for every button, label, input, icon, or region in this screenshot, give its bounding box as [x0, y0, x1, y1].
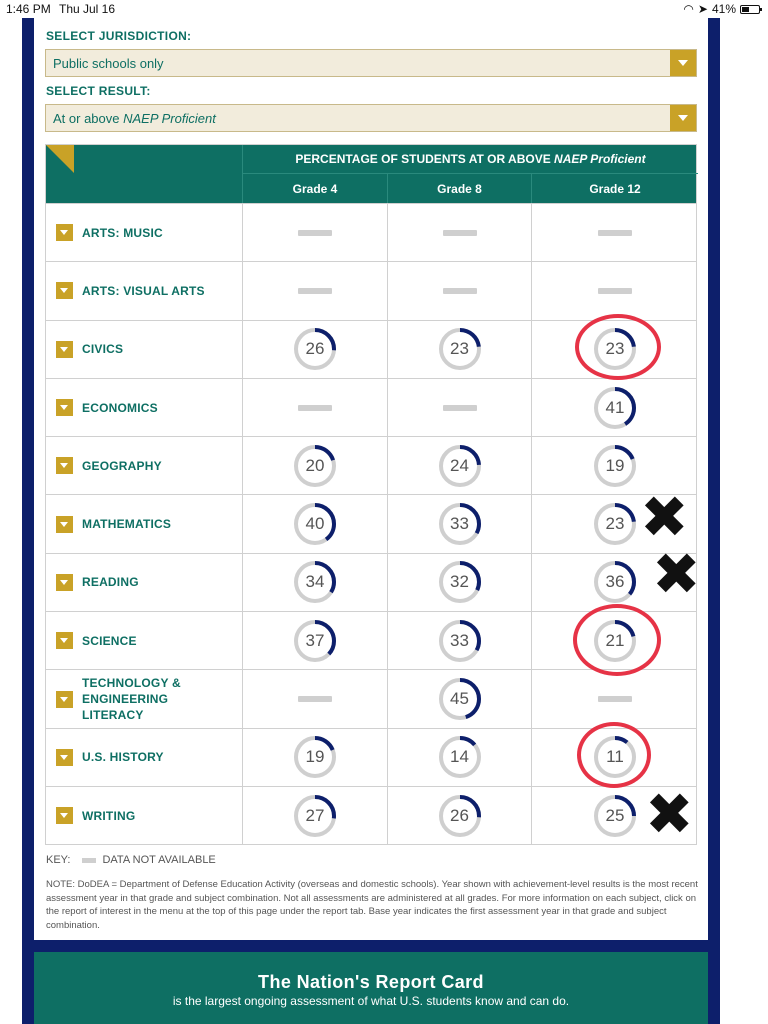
expand-triangle-icon[interactable] [56, 749, 73, 766]
percentage-value: 21 [605, 630, 625, 650]
battery-percent: 41% [711, 2, 736, 16]
expand-triangle-icon[interactable] [56, 282, 73, 299]
percentage-value: 19 [605, 455, 625, 475]
percentage-donut [591, 792, 639, 840]
subject-name: ECONOMICS [82, 400, 158, 415]
chevron-down-icon[interactable] [670, 105, 696, 131]
table-row [46, 494, 696, 552]
percentage-donut [291, 442, 339, 490]
key-label: KEY: [46, 854, 71, 866]
no-data-dash [298, 405, 332, 411]
jurisdiction-label: SELECT JURISDICTION: [46, 29, 192, 43]
subject-toggle[interactable] [56, 787, 135, 844]
value-cell [242, 262, 387, 319]
subject-name: SCIENCE [82, 633, 137, 648]
footer-subtitle: is the largest ongoing assessment of what U.S. students know and can do. [172, 994, 570, 1008]
percentage-donut [591, 384, 639, 432]
red-circle-annotation [573, 604, 661, 676]
table-row [46, 669, 696, 727]
subject-name: GEOGRAPHY [82, 458, 162, 473]
subject-name: ARTS: MUSIC [82, 225, 163, 240]
table-header-top [46, 145, 696, 173]
key-legend [46, 854, 216, 866]
no-data-dash [598, 696, 632, 702]
subject-name: TECHNOLOGY & ENGINEERING LITERACY [82, 676, 181, 723]
no-data-dash [598, 230, 632, 236]
value-cell [531, 262, 698, 319]
battery-icon [740, 5, 760, 14]
grade-header: Grade 8 [387, 173, 531, 203]
no-data-swatch [82, 858, 96, 863]
expand-triangle-icon[interactable] [56, 457, 73, 474]
subject-toggle[interactable] [56, 321, 123, 378]
expand-triangle-icon[interactable] [56, 516, 73, 533]
value-cell [387, 729, 531, 786]
subject-name: U.S. HISTORY [82, 750, 164, 765]
percentage-value: 40 [305, 514, 325, 534]
red-circle-annotation [575, 314, 661, 380]
status-date: Thu Jul 16 [59, 2, 116, 16]
expand-triangle-icon[interactable] [56, 399, 73, 416]
subject-toggle[interactable] [56, 729, 164, 786]
percentage-value: 23 [605, 339, 625, 359]
subject-name: ARTS: VISUAL ARTS [82, 283, 205, 298]
table-row [46, 261, 696, 319]
subject-toggle[interactable] [56, 204, 163, 261]
location-icon: ➤ [697, 2, 708, 16]
red-circle-annotation [577, 722, 651, 788]
table-title-prefix: PERCENTAGE OF STUDENTS AT OR ABOVE [295, 152, 555, 166]
percentage-value: 36 [605, 572, 625, 592]
expand-triangle-icon[interactable] [56, 807, 73, 824]
percentage-donut [436, 792, 484, 840]
jurisdiction-select[interactable] [45, 49, 697, 77]
no-data-dash [298, 230, 332, 236]
no-data-dash [598, 288, 632, 294]
percentage-value: 19 [305, 747, 325, 767]
table-title-em: NAEP Proficient [554, 152, 646, 166]
table-row [46, 553, 696, 611]
percentage-donut [436, 558, 484, 606]
x-mark-annotation: ✖ [645, 780, 694, 848]
subject-toggle[interactable] [56, 437, 162, 494]
value-cell [387, 437, 531, 494]
subject-toggle[interactable] [56, 379, 158, 436]
value-cell [242, 554, 387, 611]
x-mark-annotation: ✖ [640, 483, 689, 551]
percentage-value: 27 [305, 805, 325, 825]
value-cell [531, 379, 698, 436]
percentage-value: 14 [450, 747, 469, 767]
percentage-donut [291, 792, 339, 840]
percentage-value: 20 [305, 455, 325, 475]
value-cell [531, 204, 698, 261]
expand-triangle-icon[interactable] [56, 224, 73, 241]
value-cell [387, 204, 531, 261]
no-data-dash [443, 230, 477, 236]
no-data-dash [443, 288, 477, 294]
subject-name: CIVICS [82, 342, 124, 357]
percentage-value: 34 [305, 572, 325, 592]
footer-title: The Nation's Report Card [258, 972, 484, 992]
subject-toggle[interactable] [56, 262, 205, 319]
percentage-donut [436, 617, 484, 665]
expand-triangle-icon[interactable] [56, 341, 73, 358]
value-cell [242, 437, 387, 494]
value-cell [387, 554, 531, 611]
jurisdiction-value: Public schools only [53, 56, 164, 71]
value-cell [387, 612, 531, 669]
percentage-value: 33 [450, 514, 469, 534]
value-cell [387, 379, 531, 436]
subject-name: WRITING [82, 808, 136, 823]
subject-toggle[interactable] [56, 670, 232, 727]
percentage-value: 26 [450, 805, 469, 825]
table-row [46, 203, 696, 261]
table-header-grades [46, 173, 696, 203]
percentage-donut [291, 500, 339, 548]
percentage-donut [436, 500, 484, 548]
percentage-value: 23 [450, 339, 469, 359]
percentage-value: 41 [605, 397, 625, 417]
subject-toggle[interactable] [56, 554, 139, 611]
value-cell [387, 787, 531, 844]
table-row [46, 780, 696, 848]
percentage-donut [291, 617, 339, 665]
percentage-value: 45 [450, 689, 469, 709]
percentage-donut [436, 733, 484, 781]
percentage-donut [291, 558, 339, 606]
result-select[interactable] [45, 104, 697, 132]
percentage-value: 32 [450, 572, 469, 592]
wifi-icon: ◠ [683, 2, 694, 16]
grade-header: Grade 12 [531, 173, 698, 203]
status-time: 1:46 PM [6, 2, 51, 16]
percentage-donut [591, 500, 639, 548]
status-bar [0, 0, 768, 18]
value-cell [242, 729, 387, 786]
page-frame-left [22, 18, 34, 1024]
no-data-dash [443, 405, 477, 411]
value-cell [531, 670, 698, 727]
subject-name: MATHEMATICS [82, 517, 172, 532]
footnote: NOTE: DoDEA = Department of Defense Education Activity (overseas and domestic schools). Year shown with achievement-level results is the most recent assessment year in that grade and subject combination. Not all assessments are administered at all grades. For more information on each subject, click on the report of interest in the menu at the top of this page under the report tab. Base year indicates the first assessment year in that grade and subject combination. [46, 879, 698, 931]
expand-triangle-icon[interactable] [56, 691, 73, 708]
no-data-dash [298, 288, 332, 294]
percentage-value: 26 [305, 339, 325, 359]
chevron-down-icon[interactable] [670, 50, 696, 76]
subject-toggle[interactable] [56, 612, 137, 669]
result-value-em: NAEP Proficient [123, 111, 216, 126]
grade-header: Grade 4 [242, 173, 387, 203]
value-cell [387, 495, 531, 552]
corner-triangle-icon [46, 145, 74, 173]
subject-toggle[interactable] [56, 495, 171, 552]
value-cell [387, 262, 531, 319]
percentage-donut [591, 558, 639, 606]
result-label: SELECT RESULT: [46, 84, 151, 98]
value-cell [242, 612, 387, 669]
value-cell [242, 204, 387, 261]
percentage-value: 23 [605, 514, 625, 534]
percentage-value: 33 [450, 630, 469, 650]
percentage-donut [436, 675, 484, 723]
no-data-dash [298, 696, 332, 702]
percentage-value: 37 [305, 630, 325, 650]
percentage-value: 11 [606, 747, 624, 767]
value-cell [387, 321, 531, 378]
value-cell [242, 670, 387, 727]
result-value-prefix: At or above [53, 111, 124, 126]
value-cell [387, 670, 531, 727]
report-panel [34, 18, 708, 940]
percentage-value: 25 [605, 805, 625, 825]
percentage-donut [591, 442, 639, 490]
value-cell [242, 379, 387, 436]
percentage-donut [436, 325, 484, 373]
table-title [242, 145, 698, 173]
key-text: DATA NOT AVAILABLE [102, 854, 216, 866]
expand-triangle-icon[interactable] [56, 632, 73, 649]
value-cell [242, 495, 387, 552]
value-cell [242, 321, 387, 378]
table-row [46, 378, 696, 436]
percentage-donut [291, 325, 339, 373]
status-right [683, 2, 760, 16]
percentage-value: 24 [450, 455, 469, 475]
page-frame-right [708, 18, 720, 1024]
site-footer [34, 952, 708, 1024]
subject-name: READING [82, 575, 139, 590]
percentage-donut [436, 442, 484, 490]
expand-triangle-icon[interactable] [56, 574, 73, 591]
table-row [46, 436, 696, 494]
value-cell [242, 787, 387, 844]
x-mark-annotation: ✖ [652, 540, 701, 608]
percentage-donut [291, 733, 339, 781]
page-frame-bottom [22, 940, 720, 952]
